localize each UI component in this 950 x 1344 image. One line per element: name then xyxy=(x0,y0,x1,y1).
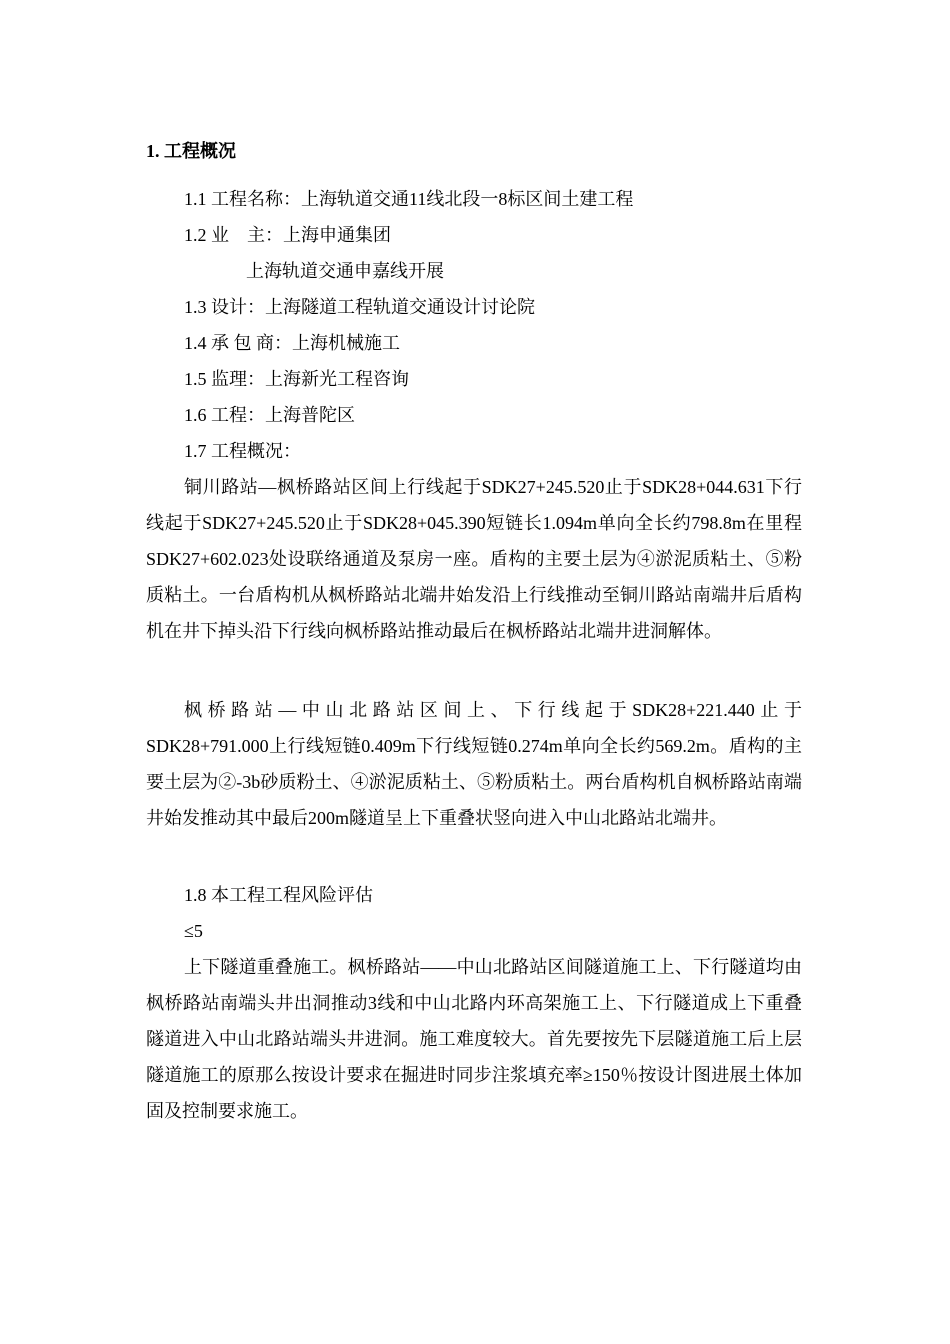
risk-assessment-value: ≤5 xyxy=(184,921,203,941)
project-design: 1.3 设计：上海隧道工程轨道交通设计讨论院 xyxy=(184,297,535,317)
project-supervision: 1.5 监理：上海新光工程咨询 xyxy=(184,369,409,389)
overview-paragraph-2: 枫桥路站—中山北路站区间上、下行线起于SDK28+221.440止于SDK28+791.000上行线短链0.409m下行线短链0.274m单向全长约569.2m。盾构的主要土层为②-3b砂质粉土、④淤泥质粘土、⑤粉质粘土。两台盾构机自枫桥路站南端井始发推动其中最后200m隧道呈上下重叠状竖向进入中山北路站北端井。 xyxy=(146,700,802,828)
project-name: 1.1 工程名称：上海轨道交通11线北段一8标区间土建工程 xyxy=(184,189,634,209)
project-overview-label: 1.7 工程概况： xyxy=(184,441,301,461)
project-contractor: 1.4 承 包 商：上海机械施工 xyxy=(184,333,400,353)
project-location: 1.6 工程：上海普陀区 xyxy=(184,405,355,425)
section-heading: 1. 工程概况 xyxy=(146,141,236,161)
overview-paragraph-1: 铜川路站—枫桥路站区间上行线起于SDK27+245.520止于SDK28+044.631下行线起于SDK27+245.520止于SDK28+045.390短链长1.094m单向全长约798.8m在里程SDK27+602.023处设联络通道及泵房一座。盾构的主要土层为④淤泥质粘土、⑤粉质粘土。一台盾构机从枫桥路站北端井始发沿上行线推动至铜川路站南端井后盾构机在井下掉头沿下行线向枫桥路站推动最后在枫桥路站北端井进洞解体。 xyxy=(146,477,802,641)
project-owner: 1.2 业 主：上海申通集团 xyxy=(184,225,391,245)
risk-assessment-label: 1.8 本工程工程风险评估 xyxy=(184,885,373,905)
project-owner-extra: 上海轨道交通申嘉线开展 xyxy=(246,261,444,281)
risk-description-paragraph: 上下隧道重叠施工。枫桥路站——中山北路站区间隧道施工上、下行隧道均由枫桥路站南端头井出洞推动3线和中山北路内环高架施工上、下行隧道成上下重叠隧道进入中山北路站端头井进洞。施工难度较大。首先要按先下层隧道施工后上层隧道施工的原那么按设计要求在掘进时同步注浆填充率≥150％按设计图进展土体加固及控制要求施工。 xyxy=(146,957,802,1121)
